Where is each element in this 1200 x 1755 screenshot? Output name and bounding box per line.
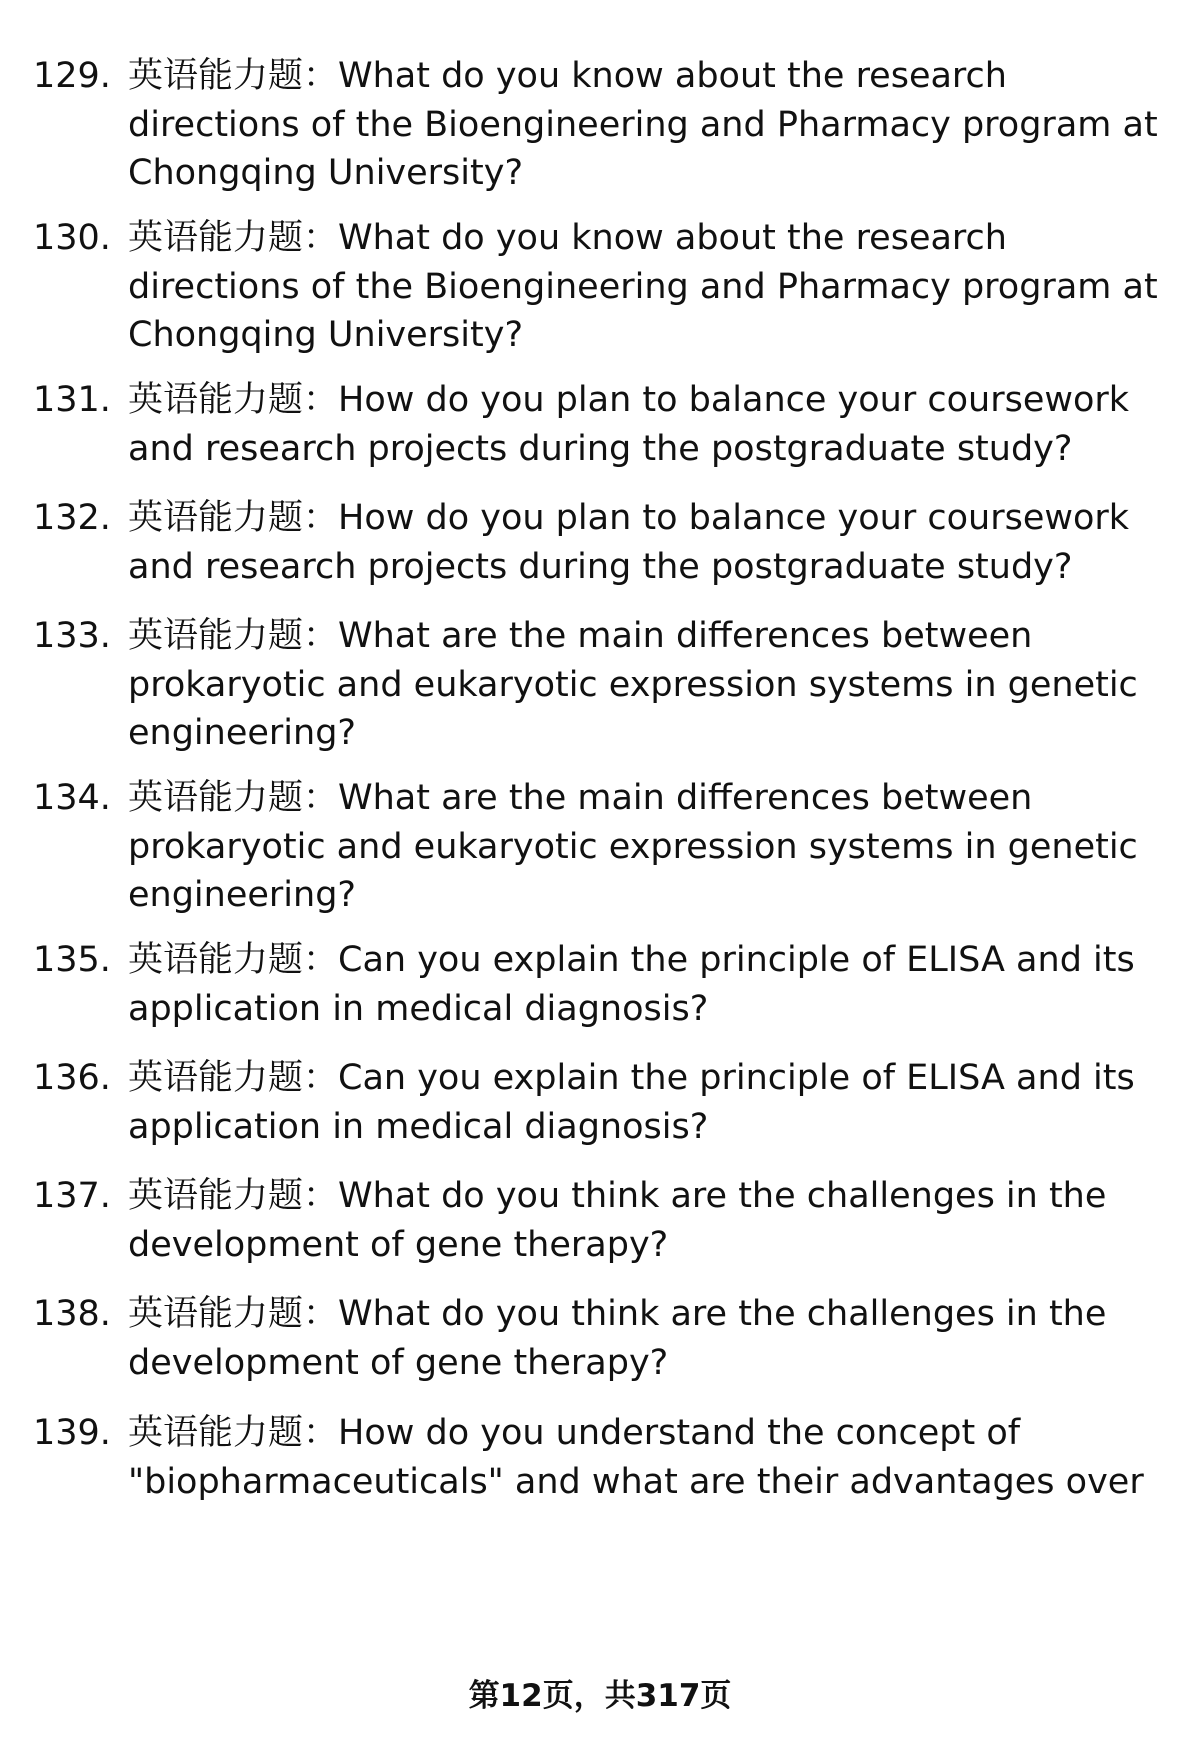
question-line: engineering?	[128, 875, 356, 915]
question-text	[128, 612, 1173, 758]
question-text	[128, 774, 1173, 920]
question-number: 134.	[33, 778, 111, 818]
question-number: 137.	[33, 1176, 111, 1216]
question-number: 130.	[33, 218, 111, 258]
question-number: 133.	[33, 616, 111, 656]
question-number: 131.	[33, 380, 111, 420]
question-line: 英语能力题：What do you know about the research	[128, 218, 1007, 258]
question-line: prokaryotic and eukaryotic expression systems in genetic	[128, 664, 1138, 705]
question-text	[128, 1409, 1173, 1506]
question-line: directions of the Bioengineering and Pharmacy program at	[128, 104, 1158, 145]
question-line: 英语能力题：What do you think are the challenges in the	[128, 1294, 1107, 1334]
question-number: 135.	[33, 940, 111, 980]
question-number: 138.	[33, 1294, 111, 1334]
question-line: 英语能力题：What do you know about the research	[128, 56, 1007, 96]
question-line: 英语能力题：Can you explain the principle of ELISA and its	[128, 940, 1135, 980]
question-line: development of gene therapy?	[128, 1224, 669, 1265]
question-line: and research projects during the postgraduate study?	[128, 546, 1073, 587]
question-line: prokaryotic and eukaryotic expression systems in genetic	[128, 826, 1138, 867]
question-text	[128, 214, 1173, 360]
question-line: 英语能力题：Can you explain the principle of ELISA and its	[128, 1058, 1135, 1098]
question-text	[128, 494, 1173, 591]
question-line: 英语能力题：How do you plan to balance your coursework	[128, 380, 1130, 420]
question-text	[128, 1054, 1173, 1151]
question-line: "biopharmaceuticals" and what are their advantages over	[128, 1461, 1144, 1502]
question-line: 英语能力题：What are the main differences between	[128, 616, 1033, 656]
question-line: and research projects during the postgraduate study?	[128, 428, 1073, 469]
question-line: Chongqing University?	[128, 315, 524, 355]
question-line: application in medical diagnosis?	[128, 988, 709, 1029]
question-line: development of gene therapy?	[128, 1342, 669, 1383]
question-text	[128, 52, 1173, 198]
question-line: engineering?	[128, 713, 356, 753]
question-text	[128, 936, 1173, 1033]
question-line: Chongqing University?	[128, 153, 524, 193]
question-text	[128, 1172, 1173, 1269]
question-number: 132.	[33, 498, 111, 538]
question-line: application in medical diagnosis?	[128, 1106, 709, 1147]
question-number: 139.	[33, 1413, 111, 1453]
question-text	[128, 1290, 1173, 1387]
question-text	[128, 376, 1173, 473]
question-line: 英语能力题：What do you think are the challenges in the	[128, 1176, 1107, 1216]
question-line: 英语能力题：What are the main differences between	[128, 778, 1033, 818]
page-footer: 第12页，共317页	[468, 1678, 732, 1714]
question-number: 136.	[33, 1058, 111, 1098]
question-number: 129.	[33, 56, 111, 96]
question-line: directions of the Bioengineering and Pharmacy program at	[128, 266, 1158, 307]
question-line: 英语能力题：How do you understand the concept of	[128, 1413, 1021, 1453]
question-line: 英语能力题：How do you plan to balance your coursework	[128, 498, 1130, 538]
